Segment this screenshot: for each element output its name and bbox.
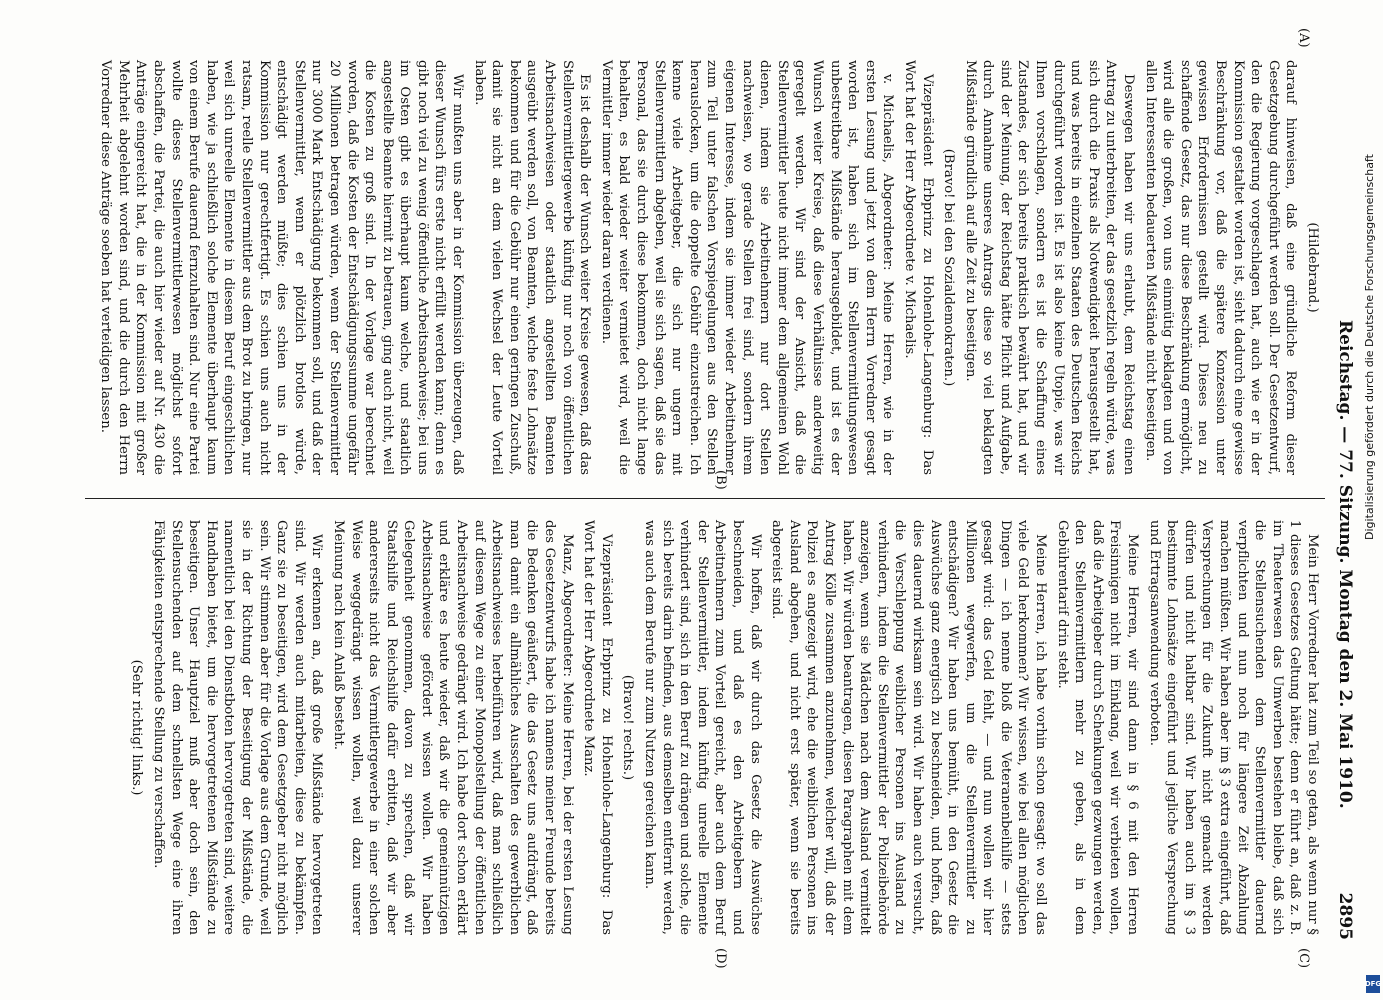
paragraph: Meine Herren, wir sind dann in § 6 mit den Herren Freisinnigen nicht im Einklang, weil wir verbieten wollen, daß die Arbeitgeber durch Schenkungen gezwungen werden, den Stellenvermittlern mehr zu geben, als in dem Gebührentarif drin steht. xyxy=(1054,520,1141,935)
page-header xyxy=(1327,60,1355,940)
dfg-logo-icon: DFG xyxy=(1366,975,1380,993)
paragraph: Manz, Abgeordneter: Meine Herren, bei der ersten Lesung des Gesetzentwurfs habe ich namens meiner Freunde bereits die Bedenken geäußert, die das Gesetz uns aufdrängt, daß man damit ein allmähliches Ausschalten des gewerblichen Arbeitsnachweises herbeiführen wird, daß man schließlich auf diesem Wege zu einer Monopolstellung der öffentlichen Arbeitsnachweise gedrängt wird. Ich habe dort schon erklärt und erkläre es heute wieder, daß wir die gemeinnützigen Arbeitsnachweise gefördert wissen wollen. Wir haben Gelegenheit genommen, davon zu sprechen, daß wir Staatshilfe und Reichshilfe dafür erbitten, daß wir aber andererseits nicht das Vermittlergewerbe in einer solchen Weise weggedrängt wissen wollen, weil dazu unserer Meinung nach kein Anlaß besteht. xyxy=(330,520,575,935)
margin-mark-c: (C) xyxy=(1296,948,1311,969)
speaker-continuation: (Hildebrand.) xyxy=(1305,222,1320,313)
page-number: 2895 xyxy=(1335,892,1355,940)
left-column xyxy=(93,60,1321,475)
chair-statement: Vizepräsident Erbprinz zu Hohenlohe-Langenburg: Das Wort hat der Herr Abgeordnete v. Michaelis. xyxy=(901,60,935,475)
margin-mark-d: (D) xyxy=(713,948,728,969)
paragraph: Wir hoffen, daß wir durch das Gesetz die Auswüchse beschneiden, und daß es den Arbeitgebern und Arbeitnehmern zum Vorteil gereicht, aber auch dem Beruf der Stellenvermittler, indem künftig unreelle Elemente verhindert sind, sich in den Beruf zu drängen und solche, die sich bereits darin befinden, aus demselben entfernt werden, was auch dem Berufe nur zum Nutzen gereichen kann. xyxy=(642,520,763,935)
paragraph: Wir erkennen an, daß große Mißstände hervorgetreten sind. Wir werden auch mitarbeiten, diese zu bekämpfen. Ganz sie zu beseitigen, wird dem Gesetzgeber nicht möglich sein. Wir stimmen aber für die Vorlage aus dem Grunde, weil sie in der Richtung der Beseitigung der Mißstände, die namentlich bei den Dienstboten hervorgetreten sind, weitere Handhaben bietet, um die hervorgetretenen Mißstände zu beseitigen. Unser Hauptziel muß aber doch sein, den Stellensuchenden auf dem schnellsten Wege eine ihren Fähigkeiten entsprechende Stellung zu verschaffen. xyxy=(151,520,325,935)
applause-note: (Bravo! rechts.) xyxy=(620,674,636,781)
paragraph: Es ist deshalb der Wunsch weiter Kreise gewesen, daß das Stellenvermittlergewerbe künftig nur noch von öffentlichen Arbeitsnachweisen oder staatlich angestellten Beamten ausgeübt werden soll, von Beamten, welche feste Lohnsätze bekommen und für die Gebühr nur einen geringen Zuschuß, damit sie nicht an dem vielen Wechsel der Leute Vorteil haben. xyxy=(471,60,593,475)
paragraph: Mein Herr Vorredner hat zum Teil so getan, als wenn nur § 1 dieses Gesetzes Geltung hätte; denn er führt an, daß z. B. im Theaterwesen das Umwerben bestehen bleibe, daß sich die Stellensuchenden dem Stellenvermittler dauernd verpflichten und nun noch für längere Zeit Abzahlung machen müßten. Wir haben aber im § 3 extra eingeführt, daß Versprechungen für die Zukunft nicht gemacht werden dürfen und nicht haltbar sind. Wir haben auch im § 3 bestimmte Lohnsätze eingeführt und jegliche Versprechung und Ertragsanwendung verboten. xyxy=(1146,520,1320,935)
paragraph: Meine Herren, ich habe vorhin schon gesagt: wo soll das viele Geld herkommen? Wir wissen, wie bei allen möglichen Dingen — ich nenne bloß die Veteranenbeihilfe — stets gesagt wird: das Geld fehlt, — und nun wollen wir hier Millionen wegwerfen, um die Stellenvermittler zu entschädigen? Wir haben uns bemüht, in den Gesetz die Auswüchse ganz energisch zu beschneiden, und hoffen, daß dies dauernd wirksam sein wird. Wir haben auch versucht, die Verschleppung weiblicher Personen ins Ausland zu verhindern, indem die Stellenvermittler der Polizeibehörde anzeigen, wenn sie Mädchen nach dem Ausland vermittelt haben. Wir würden beantragen, diesen Paragraphen mit dem Antrag Kölle zusammen anzunehmen, welcher will, daß der Polizei es angezeigt wird, ehe die weiblichen Personen ins Ausland abgehen, und nicht erst später, wenn sie bereits abgereist sind. xyxy=(769,520,1049,935)
right-column xyxy=(124,520,1321,935)
applause-note: (Bravo! bei den Sozialdemokraten.) xyxy=(941,148,957,387)
paragraph: Wir mußten uns aber in der Kommission überzeugen, daß dieser Wunsch fürs erste nicht erfüllt werden kann; denn es gibt noch viel zu wenig öffentliche Arbeitsnachweise; bei uns im Osten gibt es überhaupt kaum welche, und staatlich angestellte Beamte hiermit zu betrauen, ging auch nicht, weil die Kosten zu groß sind. In der Vorlage war berechnet worden, daß die Kosten der Entschädigungssumme ungefähr 20 Millionen betragen würden, wenn der Stellenvermittler nur 3000 Mark Entschädigung bekommen soll, und daß der Stellenvermittler, wenn er plötzlich brotlos würde, entschädigt werden müßte; dies schien uns in der Kommission nur gerechtfertigt. Es schien uns auch nicht ratsam, reelle Stellenvermittler aus dem Brot zu bringen, nur weil sich unreelle Elemente in diesem Beruf eingeschlichen haben, wie ja schließlich solche Elemente überhaupt kaum von einem Berufe dauernd fernzuhalten sind. Nur eine Partei wollte dieses Stellenvermittlerwesen möglichst sofort abschaffen, die Partei, die auch hier wieder auf Nr. 430 die Anträge eingereicht hat, die in der Kommission mit großer Mehrheit abgelehnt worden sind, und die durch den Herrn Vorredner diese Anträge soeben hat verteidigen lassen. xyxy=(98,60,466,475)
chair-statement: Vizepräsident Erbprinz zu Hohenlohe-Langenburg: Das Wort hat der Herr Abgeordnete Manz. xyxy=(581,520,614,935)
margin-mark-a: (A) xyxy=(1296,28,1311,48)
paragraph: v. Michaelis, Abgeordneter: Meine Herren, wie in der ersten Lesung und jetzt von dem Herrn Vorredner gesagt worden ist, haben sich im Stellenvermittlungswesen unbestreitbare Mißstände herausgebildet, und ist es der Wunsch weiter Kreise, daß diese Verhältnisse anderweitig geregelt werden. Wir sind der Ansicht, daß die Stellenvermittler heute nicht immer dem allgemeinen Wohl dienen, indem sie Arbeitnehmern nur dort Stellen nachweisen, wo gerade Stellen frei sind, sondern ihrem eigenen Interesse, indem sie immer wieder Arbeitnehmer zum Teil unter falschen Vorspiegelungen aus den Stellen herauslocken, um die doppelte Gebühr einzustreichen. Ich kenne viele Arbeitgeber, die sich nur ungern mit Stellenvermittlern abgeben, weil sie sich sagen, daß sie das Personal, das sie durch diese bekommen, doch nicht lange behalten, es bald wieder weiter vermietet wird, weil die Vermittler immer wieder daran verdienen. xyxy=(598,60,896,475)
digitization-credit: Digitalisierung gefördert durch die Deutsche Forschungsgemeinschaft xyxy=(1363,154,1376,540)
paragraph: Deswegen haben wir uns erlaubt, dem Reichstag einen Antrag zu unterbreiten, der das gesetzlich regeln würde, was sich durch die Praxis als Notwendigkeit herausgestellt hat, und was bereits in einzelnen Staaten des Deutschen Reichs durchgeführt worden ist. Es ist also keine Utopie, was wir Ihnen vorschlagen, sondern es ist die Schaffung eines Zustandes, der sich bereits praktisch bewährt hat, und wir sind der Meinung, der Reichstag hätte Pflicht und Aufgabe, durch Annahme unseres Antrags diese so viel beklagten Mißstände gründlich auf alle Zeit zu beseitigen. xyxy=(962,60,1137,475)
applause-note: (Sehr richtig! links.) xyxy=(129,659,145,796)
page-title: Reichstag. — 77. Sitzung. Montag den 2. Mai 1910. xyxy=(1335,320,1355,809)
paragraph: darauf hinweisen, daß eine gründliche Reform dieser Gesetzgebung durchgeführt werden soll. Der Gesetzentwurf, den die Regierung vorgeschlagen hat, auch wie er in der Kommission gestaltet worden ist, sieht dadurch eine gewisse Beschränkung vor, daß die spätere Konzession unter gewissen Erfordernissen gestellt wird. Dieses neu zu schaffende Gesetz, das nur diese Beschränkung ermöglicht, wird alle die großen, von uns einmütig beklagten und von allen Interessenten bedauerten Mißstände nicht beseitigen. xyxy=(1142,60,1299,475)
column-divider xyxy=(85,498,1325,499)
margin-mark-b: (B) xyxy=(713,470,728,490)
